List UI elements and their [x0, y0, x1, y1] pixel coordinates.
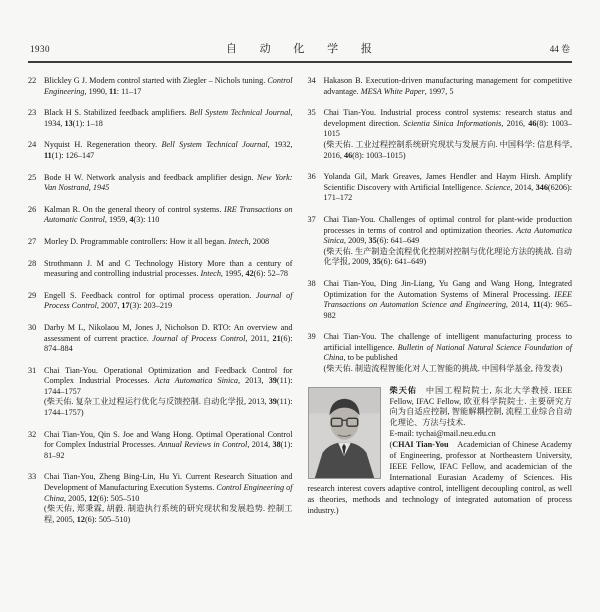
reference-number: 26: [28, 204, 37, 214]
reference-number: 29: [28, 290, 37, 300]
reference-text: Bode H W. Network analysis and feedback amplifier design. New York: Van Nostrand, 1945: [44, 172, 293, 193]
reference-text: Chai Tian-You. The challenge of intelligent manufacturing process to artificial intelligence. Bulletin of National Natural Science Foundation of China, to be published (柴天佑. 制造流程智能化对人工智能的挑战. 中国科学基金, 待发表): [323, 332, 572, 374]
reference-number: 24: [28, 140, 37, 150]
reference-text: Strothmann J. M and C Technology History More than a century of measuring and controlling industrial processes. Intech, 1995, 42(6): 52–78: [44, 258, 293, 279]
reference-item: [308, 332, 573, 374]
reference-number: 27: [28, 236, 37, 246]
reference-item: [308, 279, 573, 321]
reference-number: 32: [28, 429, 37, 439]
reference-translation: (柴天佑. 制造流程智能化对人工智能的挑战. 中国科学基金, 待发表): [323, 364, 563, 374]
reference-item: [28, 291, 293, 312]
reference-text: Engell S. Feedback control for optimal process operation. Journal of Process Control, 2007, 17(3): 203–219: [44, 290, 293, 311]
reference-translation: (柴天佑, 郑秉霖, 胡毅. 制造执行系统的研究现状和发展趋势. 控制工程, 2005, 12(6): 505–510): [44, 504, 293, 524]
journal-title: 自 动 化 学 报: [225, 43, 374, 55]
reference-item: [28, 237, 293, 248]
reference-number: 31: [28, 365, 37, 375]
volume-number: 44 卷: [549, 44, 570, 54]
reference-text: Darby M L, Nikolaou M, Jones J, Nicholson D. RTO: An overview and assessment of current practice. Journal of Process Control, 2011, 21(6): 874–884: [44, 322, 293, 354]
references-right-list: [308, 76, 573, 375]
reference-number: 30: [28, 322, 37, 332]
reference-number: 39: [307, 332, 316, 342]
reference-text: Kalman R. On the general theory of control systems. IRE Transactions on Automatic Control, 1959, 4(3): 110: [44, 204, 293, 225]
reference-item: [28, 366, 293, 419]
bio-chinese-text: 柴天佑 中国工程院院士, 东北大学教授. IEEE Fellow, IFAC Fellow, 欧亚科学院院士. 主要研究方向为自适应控制, 智能解耦控制, 流程工业综合自动化理论、方法与技术.: [389, 385, 572, 428]
reference-number: 33: [28, 472, 37, 482]
reference-text: Chai Tian-You. Industrial process control systems: research status and development direction. Scientia Sinica Informationis, 2016, 46(8): 1003–1015 (柴天佑. 工业过程控制系统研究现状与发展方向. 中国科学: 信息科学, 2016, 46(8): 1003–1015): [323, 108, 573, 160]
reference-item: [308, 172, 573, 204]
reference-text: Chai Tian-You. Operational Optimization and Feedback Control for Complex Industrial Processes. Acta Automatica Sinica, 2013, 39(11): 1744–1757 (柴天佑. 复杂工业过程运行优化与反馈控制. 自动化学报, 2013, 39(11): 1744–1757): [44, 365, 293, 418]
reference-item: [308, 215, 573, 268]
reference-item: [28, 430, 293, 462]
reference-number: 38: [307, 278, 316, 288]
reference-number: 36: [307, 172, 316, 182]
reference-item: [28, 205, 293, 226]
reference-item: [28, 108, 293, 129]
reference-text: Nyquist H. Regeneration theory. Bell System Technical Journal, 1932, 11(1): 126–147: [44, 140, 293, 160]
bio-english-text: (CHAI Tian-You Academician of Chinese Academy of Engineering, professor at Northeastern University, IEEE Fellow, IFAC Fellow, and academician of the International Eurasian Academy of Sciences. His research interest covers adaptive control, intelligent decoupling control, as well as theories, methods and technology of integrated automation of process industry.): [307, 440, 572, 515]
page-number: 1930: [30, 44, 50, 54]
reference-item: [308, 76, 573, 97]
reference-item: [308, 108, 573, 161]
reference-item: [28, 472, 293, 525]
reference-item: [28, 323, 293, 355]
reference-item: [28, 173, 293, 194]
reference-translation: (柴天佑. 生产制造全流程优化控制对控制与优化理论方法的挑战. 自动化学报, 2009, 35(6): 641–649): [323, 246, 572, 267]
reference-item: [28, 140, 293, 161]
author-photo: [308, 387, 381, 479]
references-column-left: [28, 76, 293, 536]
reference-number: 37: [307, 214, 316, 224]
reference-item: [28, 259, 293, 280]
reference-number: 28: [28, 258, 37, 268]
author-portrait-image: [309, 388, 380, 478]
reference-number: 23: [28, 108, 37, 118]
reference-text: Morley D. Programmable controllers: How it all began. Intech, 2008: [44, 236, 270, 246]
reference-number: 25: [28, 172, 37, 182]
reference-number: 22: [28, 76, 37, 85]
reference-translation: (柴天佑. 复杂工业过程运行优化与反馈控制. 自动化学报, 2013, 39(11): 1744–1757): [44, 397, 293, 418]
author-bio: [308, 386, 573, 517]
reference-text: Yolanda Gil, Mark Greaves, James Hendler and Haym Hirsh. Amplify Scientific Discovery with Artificial Intelligence. Science, 2014, 346(6206): 171–172: [323, 172, 573, 203]
bio-email: E-mail: tychai@mail.neu.edu.cn: [389, 429, 496, 439]
header-rule: [28, 61, 572, 63]
page-header: [28, 40, 572, 56]
reference-text: Chai Tian-You, Ding Jin-Liang, Yu Gang and Wang Hong, Integrated Optimization for the Automation Systems of Mineral Processing. IEEE Transactions on Automation Science and Engineering, 2014, 11(4): 965–982: [323, 278, 573, 320]
reference-text: Black H S. Stabilized feedback amplifiers. Bell System Technical Journal, 1934, 13(1): 1–18: [44, 108, 293, 128]
reference-text: Chai Tian-You, Zheng Bing-Lin, Hu Yi. Current Research Situation and Development of Manufacturing Execution Systems. Control Engineering of China, 2005, 12(6): 505–510 (柴天佑, 郑秉霖, 胡毅. 制造执行系统的研究现状和发展趋势. 控制工程, 2005, 12(6): 505–510): [44, 472, 293, 524]
reference-number: 35: [307, 108, 316, 118]
reference-text: Hakason B. Execution-driven manufacturing management for competitive advantage. MESA White Paper, 1997, 5: [323, 76, 572, 96]
reference-text: Blickley G J. Modern control started with Ziegler – Nichols tuning. Control Engineering, 1990, 11: 11–17: [44, 76, 293, 96]
reference-text: Chai Tian-You. Challenges of optimal control for plant-wide production processes in terms of control and optimization theories. Acta Automatica Sinica, 2009, 35(6): 641–649 (柴天佑. 生产制造全流程优化控制对控制与优化理论方法的挑战. 自动化学报, 2009, 35(6): 641–649): [323, 214, 572, 267]
reference-translation: (柴天佑. 工业过程控制系统研究现状与发展方向. 中国科学: 信息科学, 2016, 46(8): 1003–1015): [323, 139, 572, 160]
reference-number: 34: [307, 76, 316, 85]
reference-text: Chai Tian-You, Qin S. Joe and Wang Hong. Optimal Operational Control for Complex Industrial Processes. Annual Reviews in Control, 2014, 38(1): 81–92: [44, 429, 293, 460]
reference-item: [28, 76, 293, 97]
references-column-right: [308, 76, 573, 536]
references-section: [28, 76, 572, 536]
